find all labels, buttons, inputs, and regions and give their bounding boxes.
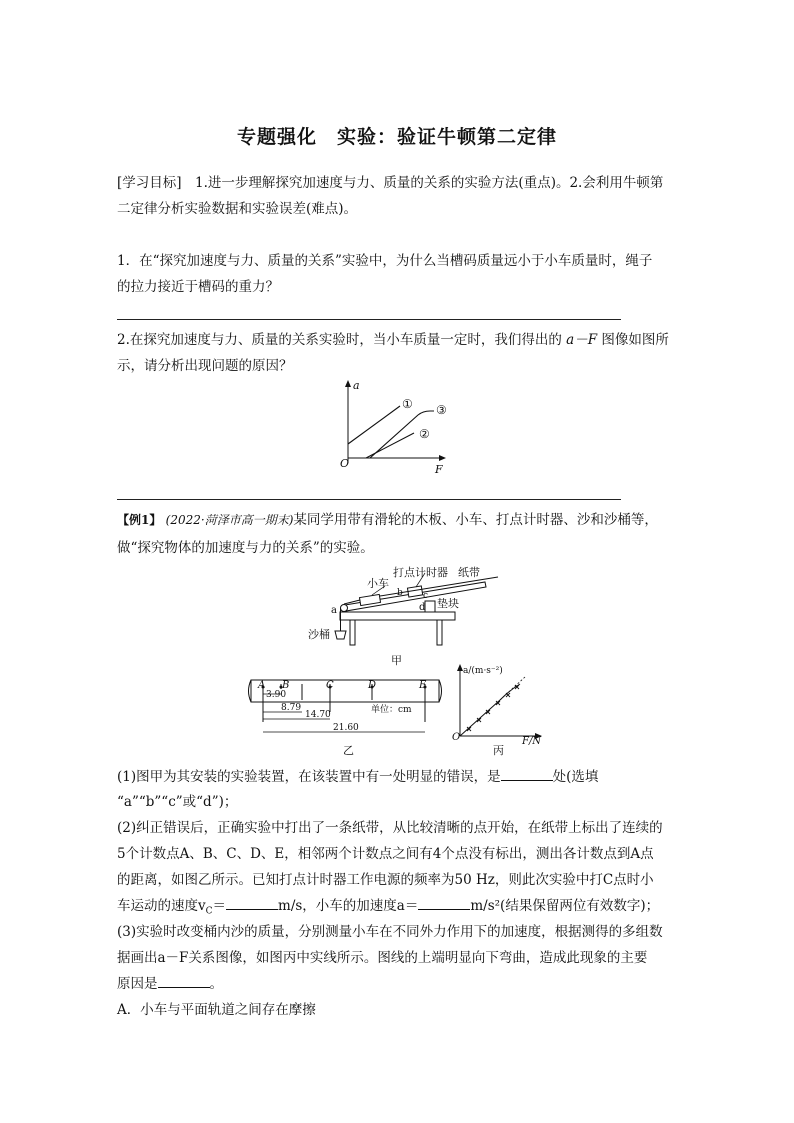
- mark-d: d: [419, 602, 426, 613]
- pad-block: [425, 601, 435, 612]
- car-label: 小车: [367, 577, 389, 590]
- bucket-label: 沙桶: [308, 628, 330, 641]
- x-axis-2-label: F/N: [522, 736, 542, 746]
- question-2-line-2: 示，请分析出现问题的原因？: [117, 358, 293, 374]
- distance-ab: 3.90: [266, 690, 287, 700]
- part-3-text-a: 原因是: [117, 976, 158, 992]
- part-1-blank[interactable]: [501, 766, 553, 781]
- part-2-line-3: 的距离，如图乙所示。已知打点计时器工作电源的频率为50 Hz，则此次实验中打C点时小: [117, 872, 654, 888]
- objectives-text-1: 1.进一步理解探究加速度与力、质量的关系的实验方法(重点)。2.会利用牛顿第: [195, 175, 664, 191]
- part-1-line-1: [117, 764, 677, 790]
- part-3-line-2: 据画出a－F关系图像，如图丙中实线所示。图线的上端明显向下弯曲，造成此现象的主要: [117, 950, 648, 966]
- answer-line-1: [117, 319, 621, 320]
- mark-b: b: [397, 588, 403, 598]
- part-3-blank[interactable]: [158, 973, 210, 988]
- pulley-icon: [341, 605, 348, 612]
- x-axis-arrow-icon: [439, 455, 446, 461]
- part-1-line-2: “a”“b”“c”或“d”)；: [117, 794, 238, 810]
- point-C: C: [326, 680, 334, 691]
- origin-label: O: [340, 457, 350, 470]
- x-axis-label: F: [435, 463, 443, 476]
- question-2-text-b: 图像如图所: [601, 332, 669, 348]
- velocity-subscript: C: [205, 906, 213, 917]
- fig-yi-caption: 乙: [343, 744, 354, 757]
- y-axis-label: a: [353, 379, 360, 392]
- table-leg-left: [350, 620, 355, 645]
- y-axis-2-label: a/(m·s⁻²): [463, 666, 503, 676]
- question-1-line-1: 1．在“探究加速度与力、质量的关系”实验中，为什么当槽码质量远小于小车质量时，绳子: [117, 253, 653, 269]
- point-E: E: [419, 680, 427, 691]
- apparatus-figure: [300, 565, 500, 665]
- question-2-text-a: 2.在探究加速度与力、质量的关系实验时，当小车质量一定时，我们得出的: [117, 332, 562, 348]
- table-leg-right: [437, 620, 442, 645]
- a-f-symbol: a－F: [561, 332, 602, 348]
- table-top: [340, 612, 455, 620]
- part-3-text-b: 。: [209, 976, 223, 992]
- option-a: A．小车与平面轨道之间存在摩擦: [117, 1002, 316, 1018]
- sand-bucket-icon: [335, 631, 346, 639]
- mark-c: c: [423, 591, 429, 601]
- objectives-text-2: 二定律分析实验数据和实验误差(难点)。: [117, 201, 358, 217]
- part-3-line-1: (3)实验时改变桶内沙的质量，分别测量小车在不同外力作用下的加速度，根据测得的多组数: [117, 924, 663, 940]
- part-2-line-1: (2)纠正错误后，正确实验中打出了一条纸带，从比较清晰的点开始，在纸带上标出了连续的: [117, 820, 663, 836]
- line-2: [366, 433, 414, 458]
- example-source: (2022·菏泽市高一期末): [165, 513, 294, 527]
- paper-tape-figure: [245, 672, 445, 744]
- point-A: A: [258, 680, 266, 691]
- fig-bing-caption: 丙: [493, 744, 504, 757]
- fig-jia-caption: 甲: [391, 654, 402, 667]
- part-3-line-3: [117, 971, 677, 997]
- distance-ae: 21.60: [333, 723, 359, 733]
- question-2-line-1: [117, 327, 677, 353]
- part-2-text-b: ＝: [212, 898, 227, 914]
- data-points: [467, 685, 519, 731]
- part-2-line-2: 5个计数点A、B、C、D、E，相邻两个计数点之间有4个点没有标出，测出各计数点到A点: [117, 846, 654, 862]
- origin-2-label: O: [452, 732, 461, 743]
- curve-dashed: [500, 677, 525, 700]
- distance-ad: 14.70: [305, 710, 331, 720]
- example-tag: 【例1】: [117, 513, 162, 527]
- example-line-1: [117, 507, 677, 533]
- timer-label: 打点计时器: [393, 566, 448, 579]
- y-axis-arrow-icon: [345, 380, 351, 387]
- part-1-text-a: (1)图甲为其安装的实验装置，在该装置中有一处明显的错误，是: [117, 769, 501, 785]
- objectives-line-1: [117, 170, 677, 196]
- label-1: ①: [402, 397, 413, 411]
- tape-label: 纸带: [458, 566, 480, 579]
- page-title: 专题强化 实验：验证牛顿第二定律: [236, 126, 557, 148]
- point-D: D: [368, 680, 377, 691]
- example-text-1: 某同学用带有滑轮的木板、小车、打点计时器、沙和沙桶等，: [293, 512, 658, 528]
- velocity-blank[interactable]: [226, 895, 278, 910]
- answer-line-2: [117, 499, 621, 500]
- part-1-text-b: 处(选填: [552, 769, 599, 785]
- question-1-line-2: 的拉力接近于槽码的重力？: [117, 279, 279, 295]
- part-2-text-a: 车运动的速度v: [117, 898, 206, 914]
- label-2: ②: [419, 427, 430, 441]
- pad-label: 垫块: [437, 597, 459, 610]
- unit-label: 单位：cm: [371, 705, 412, 715]
- a-f-graph-2: [450, 660, 550, 746]
- acceleration-blank[interactable]: [418, 895, 470, 910]
- example-text-2: 做“探究物体的加速度与力的关系”的实验。: [117, 540, 374, 556]
- a-f-graph-1: [330, 378, 470, 478]
- part-2-text-c: m/s，小车的加速度a＝: [278, 898, 419, 914]
- objectives-tag: [学习目标]: [117, 175, 182, 191]
- part-2-text-d: m/s²(结果保留两位有效数字)；: [470, 898, 660, 914]
- point-B: B: [282, 680, 290, 691]
- mark-a: a: [331, 605, 337, 616]
- distance-ac: 8.79: [281, 703, 302, 713]
- label-3: ③: [436, 403, 447, 417]
